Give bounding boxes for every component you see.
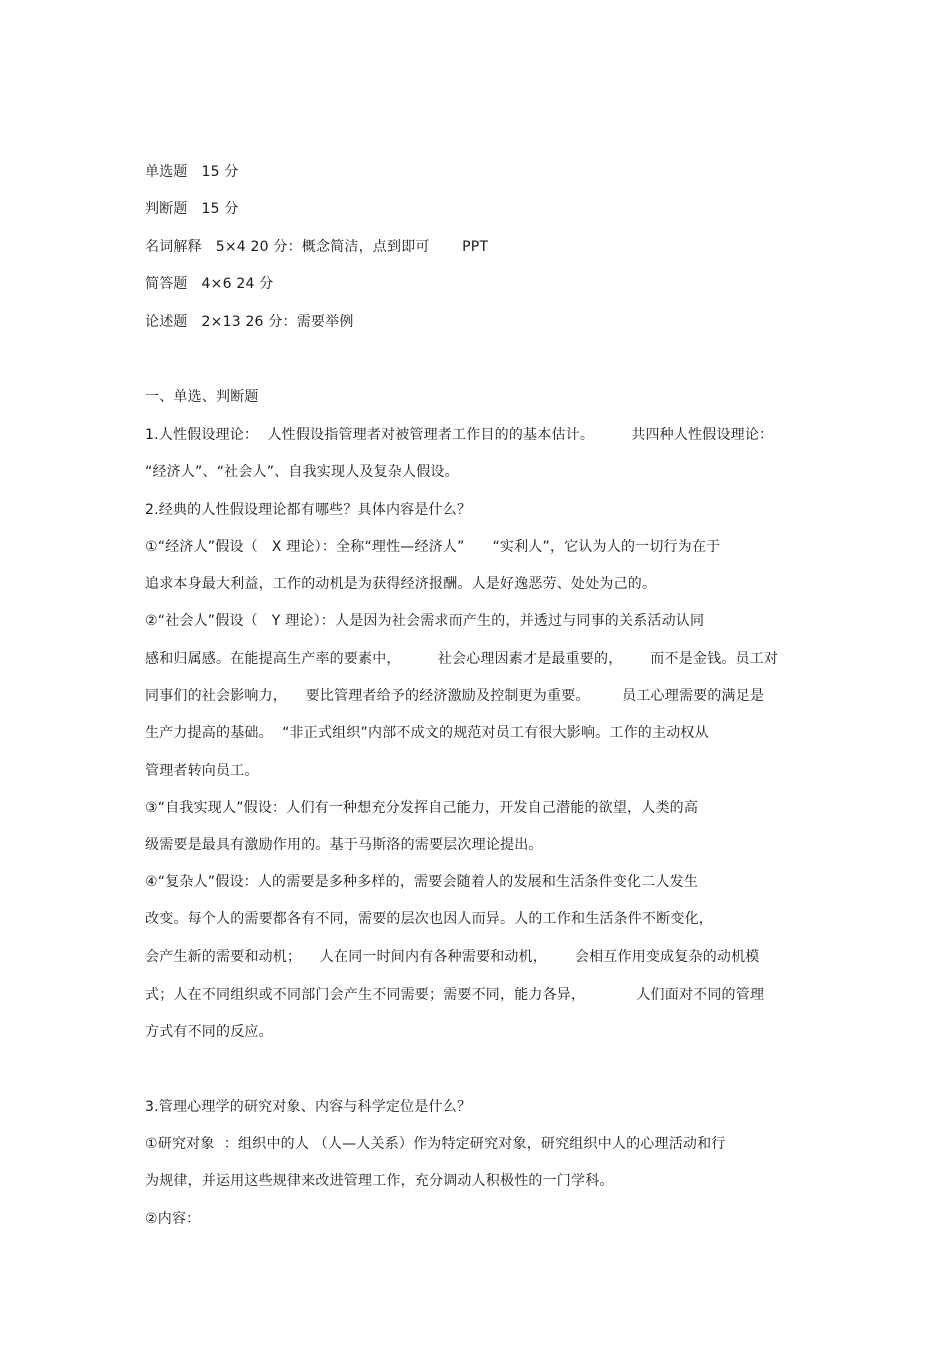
section-heading: 一、单选、判断题 — [145, 389, 259, 405]
body-line: ②“社会人”假设（ Y 理论）：人是因为社会需求而产生的，并透过与同事的关系活动认同 — [145, 613, 705, 629]
body-line: 追求本身最大利益，工作的动机是为获得经济报酬。人是好逸恶劳、处处为己的。 — [145, 576, 657, 592]
body-line: 生产力提高的基础。 “非正式组织”内部不成文的规范对员工有很大影响。工作的主动权从 — [145, 725, 709, 741]
exam-scoring-true-false: 判断题 15 分 — [145, 201, 239, 217]
body-line: 同事们的社会影响力， 要比管理者给予的经济激励及控制更为重要。 员工心理需要的满足是 — [145, 688, 765, 704]
body-line: ①“经济人”假设（ X 理论）：全称“理性—经济人” “实利人”，它认为人的一切行为在于 — [145, 539, 721, 555]
exam-scoring-short-answer: 简答题 4×6 24 分 — [145, 276, 274, 292]
body-line: 管理者转向员工。 — [145, 763, 259, 779]
body-line: 改变。每个人的需要都各有不同，需要的层次也因人而异。人的工作和生活条件不断变化， — [145, 911, 713, 927]
body-line: 方式有不同的反应。 — [145, 1024, 273, 1040]
body-line: ④“复杂人”假设：人的需要是多种多样的，需要会随着人的发展和生活条件变化二人发生 — [145, 874, 699, 890]
body-line: ②内容： — [145, 1211, 201, 1227]
body-line: 为规律，并运用这些规律来改进管理工作，充分调动人积极性的一门学科。 — [145, 1173, 614, 1189]
body-line: ①研究对象 ：组织中的人 （人—人关系）作为特定研究对象，研究组织中人的心理活动和行 — [145, 1136, 726, 1152]
body-line: 会产生新的需要和动机； 人在同一时间内有各种需要和动机， 会相互作用变成复杂的动机模 — [145, 949, 760, 965]
body-line: 级需要是最具有激励作用的。基于马斯洛的需要层次理论提出。 — [145, 837, 543, 853]
body-line: 式；人在不同组织或不同部门会产生不同需要；需要不同，能力各异， 人们面对不同的管理 — [145, 987, 765, 1003]
exam-scoring-essay: 论述题 2×13 26 分：需要举例 — [145, 314, 354, 330]
body-line: ③“自我实现人”假设：人们有一种想充分发挥自己能力，开发自己潜能的欲望，人类的高 — [145, 800, 699, 816]
body-line: 1.人性假设理论： 人性假设指管理者对被管理者工作目的的基本估计。 共四种人性假设理论： — [145, 427, 774, 443]
exam-scoring-single-choice: 单选题 15 分 — [145, 164, 239, 180]
body-line: 感和归属感。在能提高生产率的要素中， 社会心理因素才是最重要的， 而不是金钱。员工对 — [145, 651, 779, 667]
question-heading: 2.经典的人性假设理论都有哪些？具体内容是什么？ — [145, 502, 472, 518]
body-line: “经济人”、“社会人”、自我实现人及复杂人假设。 — [145, 464, 459, 480]
question-heading: 3.管理心理学的研究对象、内容与科学定位是什么？ — [145, 1099, 472, 1115]
exam-scoring-term-explanation: 名词解释 5×4 20 分：概念简洁，点到即可 PPT — [145, 239, 489, 255]
